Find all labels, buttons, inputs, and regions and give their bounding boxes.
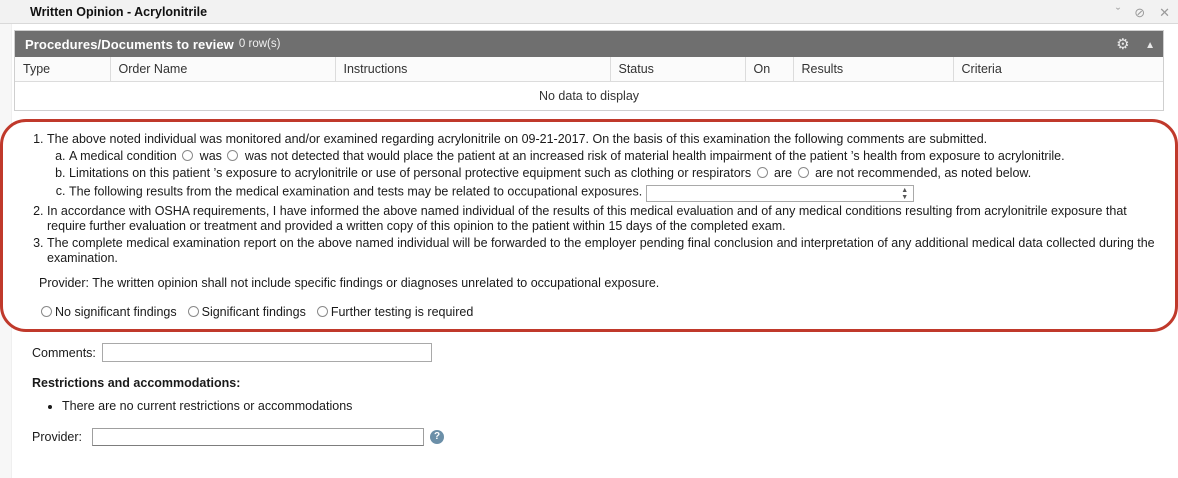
radio-condition-was[interactable]	[182, 150, 193, 161]
exam-results-field[interactable]	[646, 185, 914, 202]
item-1c-text: The following results from the medical examination and tests may be related to occupational exposures.	[69, 184, 643, 199]
opinion-item-1c	[69, 182, 1161, 202]
opinion-item-1a	[69, 148, 1161, 164]
column-header-status[interactable]: Status	[610, 57, 745, 82]
radio-condition-was-label: was	[199, 149, 222, 163]
opinion-item-1-text: The above noted individual was monitored and/or examined regarding acrylonitrile on 09-21-2017. On the basis of this examination the following comments are submitted.	[47, 132, 988, 146]
item-1a-suffix: detected that would place the patient at an increased risk of material health impairment of the patient ’s health from exposure to acrylonitrile.	[291, 149, 1065, 163]
radio-limitations-are-not[interactable]	[798, 167, 809, 178]
radio-limitations-are[interactable]	[757, 167, 768, 178]
item-1a-prefix: A medical condition	[69, 149, 177, 163]
column-header-type[interactable]: Type	[15, 57, 110, 82]
opinion-item-2: 2. In accordance with OSHA requirements, I have informed the above named individual of the results of this medical evaluation and of any medical conditions resulting from acrylonitrile exposure that require further evaluation or treatment and provided a written copy of this opinion to the patient within 15 days of the completed exam.	[47, 204, 1161, 234]
radio-significant-findings-input[interactable]	[188, 306, 199, 317]
procedures-panel-actions	[1116, 37, 1155, 51]
collapse-icon[interactable]: ˇ	[1115, 4, 1121, 20]
radio-further-testing-required-label: Further testing is required	[330, 305, 474, 319]
no-data-message: No data to display	[15, 82, 1163, 111]
list-item: • There are no current restrictions or accommodations	[62, 398, 1164, 414]
opinion-item-1	[47, 132, 1161, 202]
procedures-table	[15, 57, 1163, 110]
provider-row	[32, 428, 1164, 446]
page-title: Written Opinion - Acrylonitrile	[30, 4, 208, 19]
opinion-list	[17, 132, 1161, 266]
radio-condition-was-not[interactable]	[227, 150, 238, 161]
table-empty-row	[15, 82, 1163, 111]
procedures-panel	[14, 30, 1164, 111]
main-content	[0, 24, 1178, 446]
opinion-sublist	[47, 148, 1161, 202]
column-header-instructions[interactable]: Instructions	[335, 57, 610, 82]
column-header-results[interactable]: Results	[793, 57, 953, 82]
column-header-on[interactable]: On	[745, 57, 793, 82]
radio-no-significant-findings-input[interactable]	[41, 306, 52, 317]
restrictions-title: Restrictions and accommodations:	[32, 376, 241, 390]
findings-radio-group	[39, 305, 1161, 319]
provider-label: Provider:	[32, 430, 83, 444]
radio-significant-findings[interactable]	[186, 305, 306, 319]
item-1b-prefix: Limitations on this patient ’s exposure to acrylonitrile or use of personal protective equipment such as clothing or respirators	[69, 166, 752, 180]
restrictions-list	[44, 398, 1164, 414]
chevron-up-icon[interactable]	[1145, 37, 1155, 51]
opinion-item-1b	[69, 165, 1161, 181]
procedures-panel-header	[15, 31, 1163, 57]
item-1b-suffix: recommended, as noted below.	[857, 166, 1032, 180]
comments-input[interactable]	[102, 343, 432, 362]
column-header-criteria[interactable]: Criteria	[953, 57, 1163, 82]
procedures-panel-title: Procedures/Documents to review	[25, 36, 234, 52]
radio-further-testing-required[interactable]	[315, 305, 473, 319]
gear-icon[interactable]	[1116, 38, 1129, 51]
provider-input[interactable]	[92, 428, 424, 446]
block-icon[interactable]: ⊘	[1134, 4, 1146, 20]
close-icon[interactable]: ✕	[1159, 4, 1170, 20]
spinner-arrows-icon[interactable]: ▲ ▼	[901, 187, 909, 201]
radio-no-significant-findings-label: No significant findings	[55, 305, 177, 319]
column-header-order-name[interactable]: Order Name	[110, 57, 335, 82]
provider-note: Provider: The written opinion shall not include specific findings or diagnoses unrelated to occupational exposure.	[39, 276, 660, 290]
window-titlebar	[0, 0, 1178, 24]
radio-limitations-are-label: are	[774, 166, 793, 180]
radio-condition-was-not-label: was not	[244, 149, 288, 163]
procedures-row-count: 0 row(s)	[238, 38, 281, 50]
written-opinion-highlight-region	[0, 119, 1178, 332]
radio-significant-findings-label: Significant findings	[201, 305, 306, 319]
radio-limitations-are-not-label: are not	[815, 166, 855, 180]
radio-further-testing-required-input[interactable]	[317, 306, 328, 317]
comments-row	[32, 343, 1164, 362]
table-header-row	[15, 57, 1163, 82]
opinion-item-3: 3. The complete medical examination report on the above named individual will be forwarded to the employer pending final conclusion and interpretation of any additional medical data collected during the examination.	[47, 236, 1161, 266]
help-icon[interactable]: ?	[430, 430, 444, 444]
radio-no-significant-findings[interactable]	[39, 305, 177, 319]
window-controls	[1116, 0, 1170, 24]
comments-label: Comments:	[32, 345, 96, 360]
